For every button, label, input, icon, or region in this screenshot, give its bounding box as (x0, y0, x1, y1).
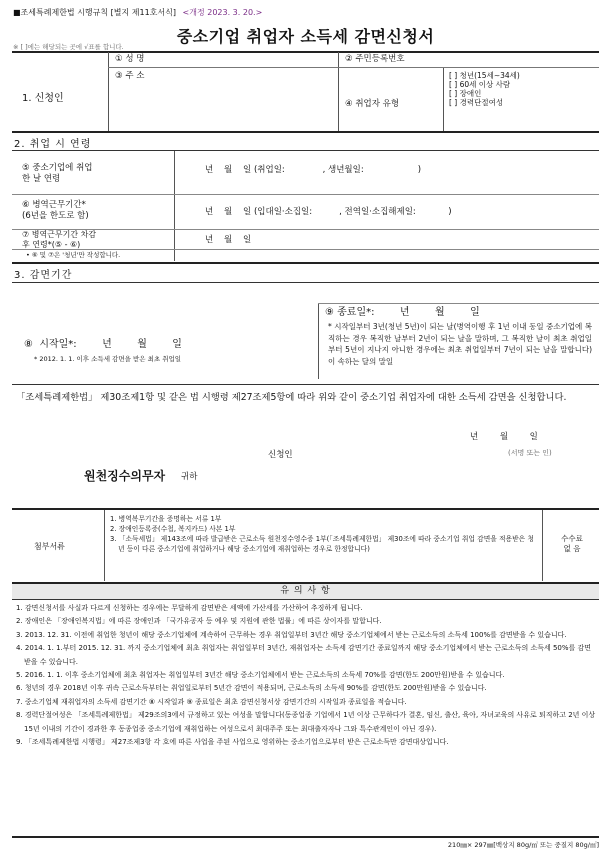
note-item: 9. 「조세특례제한법 시행령」 제27조제3항 각 호에 따른 사업을 주된 사업으로 영위하는 중소기업으로부터 받은 근로소득만 감면대상입니다. (16, 738, 449, 747)
notes-title: 유 의 사 항 (12, 584, 599, 599)
paper-spec: 210㎜× 297㎜[백상지 80g/㎡ 또는 중질지 80g/㎡] (447, 841, 599, 849)
declaration-date[interactable]: 년 월 일 (470, 432, 538, 442)
hire-age-field[interactable]: 년 월 일 (취업일: , 생년월일: ) (205, 165, 422, 175)
divider (12, 836, 599, 838)
rrn-label: ② 주민등록번호 (345, 54, 405, 64)
note-item: 4. 2014. 1. 1.부터 2015. 12. 31. 까지 중소기업체에 최초 취업자는 취업일부터 3년간, 재취업자는 소득세 감면기간 종료일까지 해당 중소기업체에서 받는 근로소득의 소득세 50%를 감면받을 수 있습니다. (16, 644, 592, 666)
note-item: 1. 감면신청서를 사실과 다르게 신청하는 경우에는 무달하게 감면받은 세액에 가산세를 가산하여 추징하게 됩니다. (16, 604, 363, 612)
youth-note: • ⑥ 및 ⑦은 '청년'만 작성합니다. (26, 251, 121, 259)
hire-age-label: ⑤ 중소기업에 취업 한 날 연령 (22, 163, 93, 184)
note-item: 7. 중소기업체 재취업자의 소득세 감면기간 ⑧ 시작일과 ⑨ 종료일은 최초 감면신청서상 감면기간의 시작일과 종료일을 적습니다. (16, 697, 407, 706)
form-reference (13, 8, 262, 18)
employee-type-options[interactable] (449, 71, 520, 107)
attachment-item: 1. 병역복무기간을 증명하는 서류 1부 (110, 515, 222, 523)
type-senior-checkbox[interactable]: [ ] 60세 이상 사람 (449, 80, 511, 89)
divider (12, 262, 599, 264)
attachment-item: 3. 「소득세법」 제143조에 따라 발급받은 근로소득 원천징수영수증 1부(「조세특례제한법」 제30조에 따라 중소기업 취업 감면을 적용받은 청년 등이 다른 중소기업에 취업하거나 해당 중소기업에 재취업하는 경우로 한정합니다) (110, 535, 534, 553)
note-item: 8. 경력단절여성은 「조세특례제한법」 제29조의3에서 규정하고 있는 여성을 말합니다(동종업종 기업에서 1년 이상 근무하다가 결혼, 임신, 출산, 육아, 자녀교육의 사유로 퇴직하고 2년 이상 15년 이내의 기간이 경과한 후 동종업종 중소기업에 재취업하는 여성으로서 최대주주 또는 최대출자자나 그와 특수관계인이 아닌 경우). (16, 711, 596, 733)
note-item: 2. 장애인은 「장애인복지법」에 따른 장애인과 「국가유공자 등 예우 및 지원에 관한 법률」에 따른 상이자를 말합니다. (16, 617, 382, 626)
type-youth-checkbox[interactable]: [ ] 청년(15세∼34세) (449, 71, 520, 80)
start-date-note: * 2012. 1. 1. 이후 소득세 감면을 받은 최초 취업일 (34, 355, 182, 363)
attachments-label: 첨부서류 (34, 542, 65, 551)
divider (12, 599, 599, 600)
section-period (12, 283, 599, 383)
military-service-label: ⑥ 병역근무기간* (6년을 한도로 함) (22, 200, 89, 221)
fee-label: 수수료 없 음 (561, 534, 583, 553)
signature-field[interactable]: (서명 또는 인) (508, 449, 552, 457)
divider (12, 131, 599, 133)
note-item: 6. 청년의 경우 2018년 이후 귀속 근로소득부터는 취업일로부터 5년간 감면이 적용되며, 근로소득의 소득세 90%를 감면(한도 200만원)받을 수 있습니다. (16, 684, 487, 693)
address-label: ③ 주 소 (115, 71, 145, 81)
end-date-note: * 시작일부터 3년(청년 5년)이 되는 날(병역이행 후 1년 이내 동일 중소기업에 복직하는 경우 복직한 날부터 2년이 되는 날을 말하며, 그 복직한 날이 최초 취업일부터 5년이 지나지 아니한 경우에는 최초 취업일부터 7년이 되는 날을 말합니다)이 속하는 달의 말일 (328, 322, 592, 366)
revision-text: <개정 2023. 3. 20.> (182, 8, 263, 17)
applicant-label: 1. 신청인 (22, 93, 64, 104)
name-label: ① 성 명 (115, 54, 145, 64)
adjusted-age-field[interactable]: 년 월 일 (205, 235, 252, 245)
employee-type-label: ④ 취업자 유형 (345, 99, 400, 109)
declaration-text: 「조세특례제한법」 제30조제1항 및 같은 법 시행령 제27조제5항에 따라 위와 같이 중소기업 취업자에 대한 소득세 감면을 신청합니다. (16, 392, 567, 403)
age-section-title: 2. 취업 시 연령 (14, 139, 92, 150)
divider (12, 384, 599, 385)
notes-list (16, 602, 596, 749)
attachments-box (12, 510, 599, 581)
type-career-break-checkbox[interactable]: [ ] 경력단절여성 (449, 98, 504, 107)
reduction-period-title: 3. 감면기간 (14, 270, 73, 281)
note-item: 3. 2013. 12. 31. 이전에 취업한 청년이 해당 중소기업체에 계속하여 근무하는 경우 취업일부터 3년간 해당 중소기업체에서 받는 근로소득의 소득세 100%를 감면받을 수 있습니다. (16, 630, 567, 639)
military-service-field[interactable]: 년 월 일 (입대일·소집일: , 전역일·소집해제일: ) (205, 207, 452, 217)
attachments-list (110, 514, 536, 554)
instruction-note: ※ [ ]에는 해당되는 곳에 √표를 합니다. (13, 43, 124, 51)
page-title: 중소기업 취업자 소득세 감면신청서 (176, 27, 435, 46)
form-ref-text: ■조세특례제한법 시행규칙 [별지 제11호서식] (13, 8, 176, 17)
note-item: 5. 2016. 1. 1. 이후 중소기업체에 최초 취업자는 취업일부터 3년간 해당 중소기업체에서 받는 근로소득의 소득세 70%를 감면(한도 200만원)받을 수 있습니다. (16, 671, 505, 680)
attachment-item: 2. 장애인등록증(수첩, 복지카드) 사본 1부 (110, 525, 236, 533)
start-date-field[interactable]: ⑧ 시작일*: 년 월 일 (24, 339, 182, 350)
end-date-field[interactable]: ⑨ 종료일*: 년 월 일 (325, 307, 480, 318)
recipient-title: 원천징수의무자 (84, 469, 166, 483)
applicant-text: 신청인 (268, 450, 293, 460)
adjusted-age-label: ⑦ 병역근무기간 차감 후 연령*(⑤ - ⑥) (22, 230, 97, 249)
section-applicant (12, 52, 599, 131)
recipient-honorific: 귀하 (181, 472, 198, 482)
section-age (12, 151, 599, 261)
type-disabled-checkbox[interactable]: [ ] 장애인 (449, 89, 482, 98)
